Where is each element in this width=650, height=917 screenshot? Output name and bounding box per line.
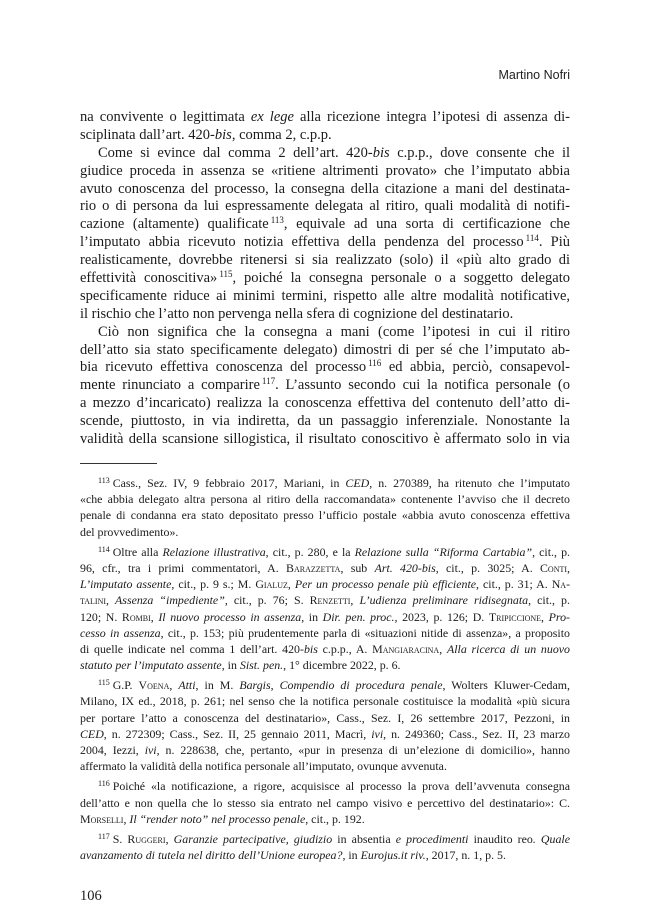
- text-run: ,: [123, 811, 130, 826]
- body-text: [80, 109, 570, 449]
- footnote-number: 117: [98, 831, 110, 841]
- footnote-line: [80, 831, 570, 847]
- small-caps-name: Tripiccione: [488, 609, 542, 624]
- small-caps-name: Ruggeri: [127, 831, 166, 846]
- text-run: , in: [342, 848, 361, 863]
- footnote-separator: [80, 463, 157, 464]
- text-run: l’imputato abbia ricevuto notizia effettiva della pendenza del processo: [80, 234, 524, 251]
- italic-text: ivi: [144, 743, 157, 757]
- text-run: , in M.: [195, 678, 240, 693]
- text-run: , n. 249360; Cass., Sez. II, 23 marzo: [383, 726, 570, 741]
- text-run: , n. 270389, ha ritenuto che l’imputato: [369, 476, 570, 490]
- footnote-line: [80, 524, 570, 540]
- text-run: per portare l’atto a conoscenza del destinatario», Cass., Sez. I, 26 settembre 2017, Pezzoni, in: [80, 710, 570, 725]
- text-run: scende, piuttosto, in via indiretta, da un passaggio inferenziale. Nonostante la: [80, 413, 570, 430]
- footnote-number: 114: [98, 544, 110, 554]
- text-run: dell’atto sia stato specificamente delegato) dimostri di per sé che l’imputato ab-: [80, 341, 570, 358]
- italic-text: Sist. pen.: [239, 658, 284, 673]
- text-run: , n. 228638, che, pertanto, «pur in presenza di un’elezione di domicilio», hanno: [156, 743, 570, 757]
- running-head-author: Martino Nofri: [498, 68, 570, 82]
- text-run: Milano, IX ed., 2018, p. 261; nel senso che la notifica personale costituisce la modalità «più sicura: [80, 694, 570, 709]
- text-run: affermato la validità della notifica personale all’imputato, ovunque avvenuta.: [80, 759, 447, 774]
- italic-text: ivi: [371, 726, 384, 741]
- text-run: , comma 2, c.p.p.: [231, 126, 332, 143]
- text-run: alla ricezione integra l’ipotesi di assenza di-: [293, 109, 570, 125]
- text-run: , Wolters Kluwer-Cedam,: [442, 678, 570, 693]
- text-run: , cit., p. 76; S.: [224, 593, 310, 608]
- footnote-line: [80, 592, 570, 608]
- italic-text: Art. 420-bis: [374, 560, 436, 575]
- footnote-reference: 115: [219, 269, 233, 280]
- body-line: [80, 252, 570, 270]
- body-line: [80, 270, 570, 288]
- text-run: sciplinata dall’art. 420-: [80, 126, 215, 143]
- italic-text: . Quale: [532, 831, 570, 846]
- italic-text: Relazione sulla “Riforma Cartabia”: [354, 544, 533, 559]
- text-run: cazione (altamente) qualificate: [80, 216, 269, 233]
- body-line: [80, 431, 570, 449]
- text-run: penale di condanna era stato depositato presso l’ufficio postale «abbia avuto conoscenza effettiva: [80, 508, 570, 523]
- text-run: 2004, Iezzi,: [80, 743, 145, 757]
- small-caps-name: Barazzetta: [286, 560, 341, 575]
- footnote-line: [80, 544, 570, 560]
- text-run: , 2023, p. 126; D.: [394, 609, 489, 624]
- text-run: in absentia: [332, 831, 396, 846]
- body-line: [80, 413, 570, 431]
- text-run: Ciò non significa che la consegna a mani (come l’ipotesi in cui il ritiro: [98, 323, 570, 340]
- italic-text: bis: [372, 144, 390, 161]
- text-run: giudice proceda in assenza se «ritiene altrimenti provato» che l’imputato abbia: [80, 162, 570, 179]
- italic-text: L’udienza preliminare ridisegnata: [359, 593, 529, 608]
- body-line: [80, 163, 570, 181]
- footnote-line: [80, 811, 570, 827]
- italic-text: Assenza “impediente”: [115, 593, 225, 608]
- text-run: mente rinunciato a comparire: [80, 377, 260, 394]
- text-run: Cass., Sez. IV, 9 febbraio 2017, Mariani, in: [112, 476, 346, 490]
- italic-text: CED: [80, 726, 104, 741]
- footnote: [80, 475, 570, 540]
- body-line: [80, 306, 570, 324]
- italic-text: CED: [345, 476, 370, 490]
- footnote: [80, 831, 570, 863]
- text-run: c.p.p., A.: [317, 641, 373, 656]
- text-run: , cit., p. 192.: [305, 811, 365, 826]
- text-run: specificamente riduce ai minimi termini, rispetto alle altre modalità notificative,: [80, 287, 570, 304]
- italic-text: Compendio di procedura penale: [279, 678, 443, 693]
- text-run: ,: [287, 577, 295, 592]
- text-run: , poiché la consegna personale o a soggetto delegato: [232, 270, 571, 287]
- body-line: [80, 198, 570, 216]
- text-run: , cit., p. 9 s.; M.: [171, 577, 256, 592]
- text-run: , 1° dicembre 2022, p. 6.: [283, 658, 401, 673]
- text-run: di quelle indicate nel comma 1 dell’art. 420-: [80, 641, 304, 656]
- footnote-number: 115: [98, 678, 110, 688]
- small-caps-name: Rombi: [121, 609, 151, 624]
- body-line: [80, 234, 570, 252]
- body-line: [80, 127, 570, 145]
- footnote-line: [80, 847, 570, 863]
- footnote-reference: 116: [368, 358, 382, 369]
- footnote-reference: 114: [525, 233, 539, 244]
- footnote-line: [80, 560, 570, 576]
- text-run: a mezzo d’incaricato) realizza la conoscenza effettiva del contenuto dell’atto di-: [80, 395, 570, 412]
- italic-text: Per un processo penale più efficiente: [294, 577, 477, 592]
- text-run: ed abbia, perciò, consapevol-: [381, 359, 570, 376]
- text-run: , cit., p. 153; più prudentemente parla di «situazioni nitide di assenza», a proposito: [160, 625, 570, 640]
- text-run: validità della scansione sillogistica, il risultato conoscitivo è affermato solo in via: [80, 431, 570, 448]
- text-run: c.p.p., dove consente che il: [389, 144, 571, 161]
- text-run: ,: [169, 678, 179, 693]
- footnote-line: [80, 576, 570, 592]
- text-run: il rischio che l’atto non pervenga nella sfera di cognizione del destinatario.: [80, 305, 514, 322]
- italic-text: Il “render noto” nel processo penale: [129, 811, 306, 826]
- footnote-line: [80, 693, 570, 709]
- footnote-line: [80, 726, 570, 742]
- text-run: , in: [301, 609, 323, 624]
- text-run: dell’atto e non quella che lo stesso sia entrato nel campo visivo e percettivo del destinatario»: C.: [80, 795, 570, 810]
- footnote-reference: 113: [270, 215, 284, 226]
- text-run: , equivale ad una sorta di certificazione che: [283, 216, 570, 233]
- footnote-line: [80, 742, 570, 758]
- text-run: , cit., p. 280, e la: [265, 544, 355, 559]
- footnote-line: [80, 677, 570, 693]
- body-line: [80, 395, 570, 413]
- body-line: [80, 288, 570, 306]
- text-run: ,: [165, 831, 174, 846]
- small-caps-name: Mangiaracina: [372, 641, 440, 656]
- italic-text: Dir. pen. proc.: [322, 609, 395, 624]
- text-run: S.: [112, 831, 128, 846]
- italic-text: statuto per l’imputato assente: [80, 658, 222, 673]
- italic-text: Relazione illustrativa: [162, 544, 266, 559]
- footnote-line: [80, 609, 570, 625]
- text-run: G.P.: [112, 678, 139, 693]
- text-run: . L’assunto secondo cui la notifica personale (o: [275, 377, 570, 394]
- small-caps-name: Conti: [539, 560, 568, 575]
- italic-text: ex lege: [250, 109, 294, 125]
- footnote-line: [80, 758, 570, 774]
- footnote-line: [80, 475, 570, 491]
- footnote-line: [80, 657, 570, 673]
- italic-text: bis: [303, 641, 318, 656]
- small-caps-name: Renzetti: [309, 593, 351, 608]
- text-run: Poiché «la notificazione, a rigore, acquisisce al processo la prova dell’avvenuta consegna: [112, 779, 570, 794]
- text-run: inaudito reo: [468, 831, 533, 846]
- footnote: [80, 778, 570, 827]
- small-caps-name: Gialuz: [255, 577, 288, 592]
- text-run: ,: [150, 609, 159, 624]
- footnote-line: [80, 641, 570, 657]
- text-run: , in: [221, 658, 240, 673]
- text-run: , cit., p. 3025; A.: [435, 560, 540, 575]
- italic-text: avanzamento di tutela nel diritto dell’Unione europea?: [80, 848, 343, 863]
- text-run: ,: [439, 641, 447, 656]
- text-run: 96, cfr., tra i primi commentatori, A.: [80, 560, 287, 575]
- text-run: rio o di persona da lui espressamente delegata al ritiro, quali modalità di notifi-: [80, 198, 570, 215]
- text-run: Come si evince dal comma 2 dell’art. 420-: [98, 144, 373, 161]
- italic-text: e procedimenti: [395, 831, 469, 846]
- text-run: 120; N.: [80, 609, 122, 624]
- footnote: [80, 544, 570, 674]
- body-line: [80, 377, 570, 395]
- footnote-line: [80, 778, 570, 794]
- italic-text: cesso in assenza: [80, 625, 161, 640]
- body-line: [80, 324, 570, 342]
- italic-text: Pro-: [548, 609, 570, 624]
- text-run: realisticamente, dovrebbe ritenersi si sia realizzato (solo) il «più alto grado di: [80, 252, 570, 269]
- footnote-line: [80, 491, 570, 507]
- italic-text: L’imputato assente: [80, 577, 172, 592]
- page-number: 106: [80, 888, 102, 904]
- text-run: , 2017, n. 1, p. 5.: [425, 848, 506, 863]
- small-caps-name: Na-: [551, 577, 571, 592]
- text-run: , cit., p. 31; A.: [476, 577, 552, 592]
- text-run: «che abbia delegato altra persona al ritiro della raccomandata» contenente l’avviso che il decreto: [80, 492, 570, 507]
- italic-text: Bargis: [239, 678, 271, 693]
- footnote-line: [80, 795, 570, 811]
- text-run: na convivente o legittimata: [80, 109, 251, 125]
- italic-text: Garanzie partecipative, giudizio: [173, 831, 333, 846]
- body-line: [80, 359, 570, 377]
- footnote-line: [80, 507, 570, 523]
- body-line: [80, 181, 570, 199]
- footnote-number: 116: [98, 779, 110, 789]
- text-run: ,: [541, 609, 549, 624]
- footnote-line: [80, 710, 570, 726]
- text-run: . Più: [538, 234, 570, 251]
- text-run: ,: [567, 560, 571, 575]
- text-run: ,: [106, 593, 116, 608]
- body-line: [80, 342, 570, 360]
- footnotes: [80, 475, 570, 867]
- footnote: [80, 677, 570, 774]
- text-run: avuto conoscenza del processo, la consegna della citazione a mani del destinata-: [80, 180, 570, 197]
- small-caps-name: Morselli: [80, 811, 124, 826]
- small-caps-name: Voena: [138, 678, 170, 693]
- body-line: [80, 145, 570, 163]
- small-caps-name: talini: [80, 593, 107, 608]
- text-run: , sub: [340, 560, 375, 575]
- italic-text: Atti: [178, 678, 196, 693]
- italic-text: Il nuovo processo in assenza: [158, 609, 302, 624]
- body-line: [80, 109, 570, 127]
- text-run: bia ricevuto effettiva conoscenza del processo: [80, 359, 367, 376]
- italic-text: Eurojus.it riv.: [360, 848, 426, 863]
- text-run: effettività conoscitiva»: [80, 270, 218, 287]
- footnote-reference: 117: [261, 376, 276, 387]
- text-run: , n. 272309; Cass., Sez. II, 25 gennaio 2011, Macrì,: [103, 726, 372, 741]
- footnote-line: [80, 625, 570, 641]
- text-run: del provvedimento».: [80, 524, 179, 539]
- italic-text: bis: [214, 126, 232, 143]
- body-line: [80, 216, 570, 234]
- text-run: ,: [270, 678, 280, 693]
- text-run: , cit., p.: [532, 544, 570, 559]
- footnote-number: 113: [98, 476, 110, 485]
- text-run: Oltre alla: [112, 544, 163, 559]
- italic-text: Alla ricerca di un nuovo: [446, 641, 570, 656]
- text-run: ,: [350, 593, 360, 608]
- text-run: , cit., p.: [528, 593, 570, 608]
